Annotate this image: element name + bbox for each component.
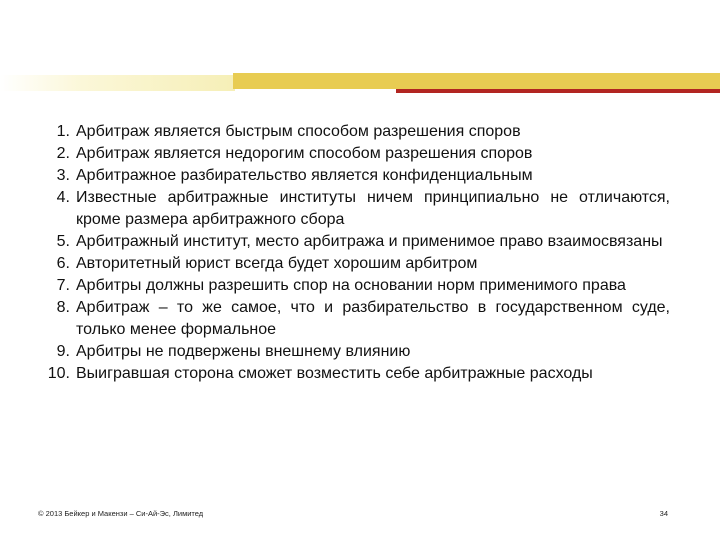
list-item-text: Арбитры должны разрешить спор на основании норм применимого права xyxy=(76,277,626,294)
list-item xyxy=(38,165,670,187)
list-item-text: Авторитетный юрист всегда будет хорошим арбитром xyxy=(76,255,478,272)
list-item-number: 8. xyxy=(56,299,70,316)
footer-copyright: © 2013 Бейкер и Макензи – Си-Ай-Эс, Лимитед xyxy=(38,509,204,518)
list-item-text: Арбитражное разбирательство является конфиденциальным xyxy=(76,167,533,184)
list-item-text: Арбитраж является быстрым способом разрешения споров xyxy=(76,123,521,140)
decorative-band-red xyxy=(396,89,720,93)
list-item-number: 7. xyxy=(56,277,70,294)
list-item xyxy=(38,275,670,297)
list-item xyxy=(38,341,670,363)
list-item-number: 4. xyxy=(56,189,70,206)
list-item xyxy=(38,253,670,275)
list-item-number: 5. xyxy=(56,233,70,250)
list-item-number: 1. xyxy=(56,123,70,140)
list-item-number: 3. xyxy=(56,167,70,184)
list-item-text: Арбитраж – то же самое, что и разбирательство в государственном суде, только менее формальное xyxy=(76,299,670,338)
list-item xyxy=(38,363,670,385)
list-item-number: 9. xyxy=(56,343,70,360)
list-item xyxy=(38,297,670,341)
decorative-band-gold xyxy=(233,73,720,89)
list-item-number: 6. xyxy=(56,255,70,272)
list-item xyxy=(38,187,670,231)
list-item-text: Арбитраж является недорогим способом разрешения споров xyxy=(76,145,533,162)
list-item xyxy=(38,121,670,143)
statement-list xyxy=(38,121,670,385)
list-item xyxy=(38,143,670,165)
page-number: 34 xyxy=(659,509,668,518)
list-item-text: Арбитры не подвержены внешнему влиянию xyxy=(76,343,411,360)
list-item xyxy=(38,231,670,253)
list-item-text: Выигравшая сторона сможет возместить себе арбитражные расходы xyxy=(76,365,593,382)
decorative-band-pale xyxy=(0,75,235,91)
list-item-number: 2. xyxy=(56,145,70,162)
list-item-text: Арбитражный институт, место арбитража и применимое право взаимосвязаны xyxy=(76,233,663,250)
list-item-number: 10. xyxy=(47,365,70,382)
list-item-text: Известные арбитражные институты ничем принципиально не отличаются, кроме размера арбитражного сбора xyxy=(76,189,670,228)
